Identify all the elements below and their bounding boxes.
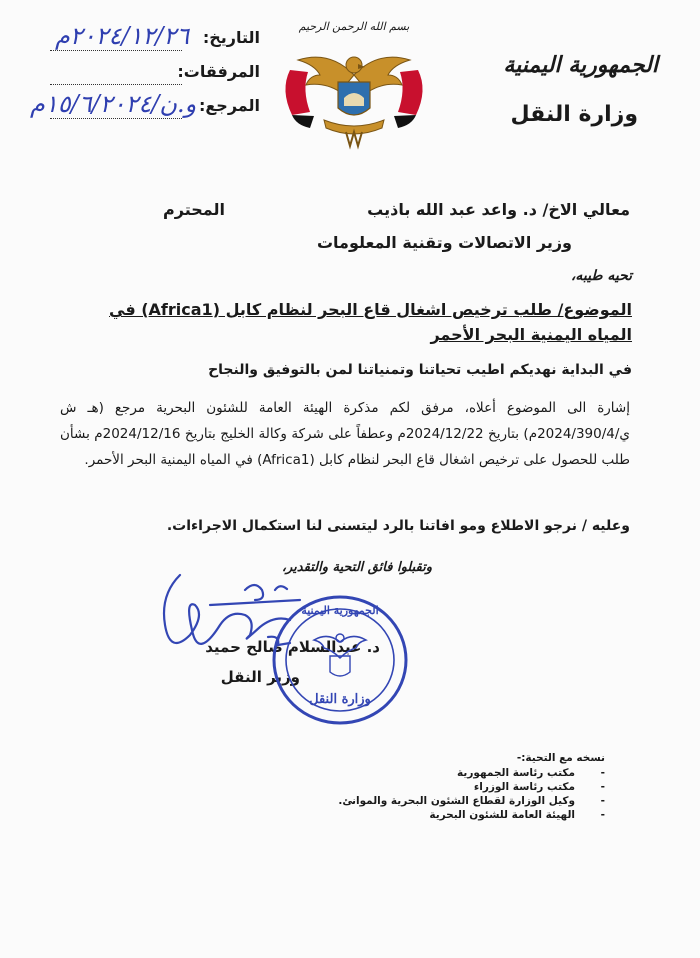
date-value: ٢٠٢٤/١٢/٢٦م [55, 22, 190, 50]
addressee-title: وزير الاتصالات وتقنية المعلومات [316, 233, 572, 252]
official-stamp [270, 592, 410, 727]
reference-label: المرجع: [198, 96, 260, 115]
header-fields [30, 22, 260, 130]
attachments-line [50, 84, 182, 85]
stamp-text-bottom: وزارة النقل [309, 692, 371, 707]
body-paragraph: إشارة الى الموضوع أعلاه، مرفق لكم مذكرة الهيئة العامة للشئون البحرية مرجع (هـ ش ي/2024/390/4م) بتاريخ 2024/12/22م وعطفاً على شركة وكالة الخليج بتاريخ 2024/12/16م بشأن طلب للحصول على ترخيص اشغال قاع البحر لنظام كابل (Africa1) في المياه اليمنية البحر الأحمر. [60, 400, 630, 468]
regards-text: وتقبلوا فائق التحية والتقدير، [281, 560, 432, 575]
addressee-name: معالي الاخ/ د. واعد عبد الله باذيب [367, 200, 630, 219]
closing-paragraph: وعليه / نرجو الاطلاع ومو افاتنا بالرد ليتسنى لنا استكمال الاجراءات. [166, 518, 630, 534]
addressee-line [163, 200, 630, 219]
ministry-title: وزارة النقل [510, 102, 638, 127]
eagle-emblem-icon [270, 20, 438, 150]
republic-title: الجمهورية اليمنية [503, 52, 658, 78]
subject-line-1: الموضوع/ طلب ترخيص اشغال قاع البحر لنظام كابل (Africa1) في [109, 300, 632, 319]
reference-row [30, 90, 260, 130]
list-item: - الهيئة العامة للشئون البحرية [429, 809, 605, 821]
honorific: المحترم [163, 200, 225, 219]
stamp-text-top: الجمهورية اليمنية [301, 604, 379, 617]
list-item: - مكتب رئاسة الجمهورية [457, 767, 605, 779]
intro-paragraph: في البداية نهديكم اطيب تحياتنا وتمنياتنا لمن بالتوفيق والنجاح [208, 362, 632, 378]
attachments-label: المرفقات: [177, 62, 260, 81]
date-label: التاريخ: [202, 28, 260, 47]
national-emblem [270, 20, 438, 150]
date-row [30, 22, 260, 62]
date-line [50, 50, 182, 51]
greeting: تحيه طيبه، [570, 268, 632, 284]
copies-title: نسخه مع التحية:- [516, 752, 605, 764]
copies-list [338, 752, 605, 822]
basmala-text: بسم الله الرحمن الرحيم [298, 20, 410, 33]
reference-line [50, 118, 182, 119]
reference-value: و.ن/١٥/٦/٢٠٢٤م [30, 90, 197, 118]
signatory-title: وزير النقل [220, 668, 300, 686]
subject-line-2: المياه اليمنية البحر الأحمر [430, 325, 632, 344]
list-item: - مكتب رئاسة الوزراء [473, 781, 605, 793]
list-item: - وكيل الوزارة لقطاع الشئون البحرية والموانئ. [338, 795, 605, 807]
signatory-name: د. عبدالسلام صالح حميد [205, 638, 380, 656]
